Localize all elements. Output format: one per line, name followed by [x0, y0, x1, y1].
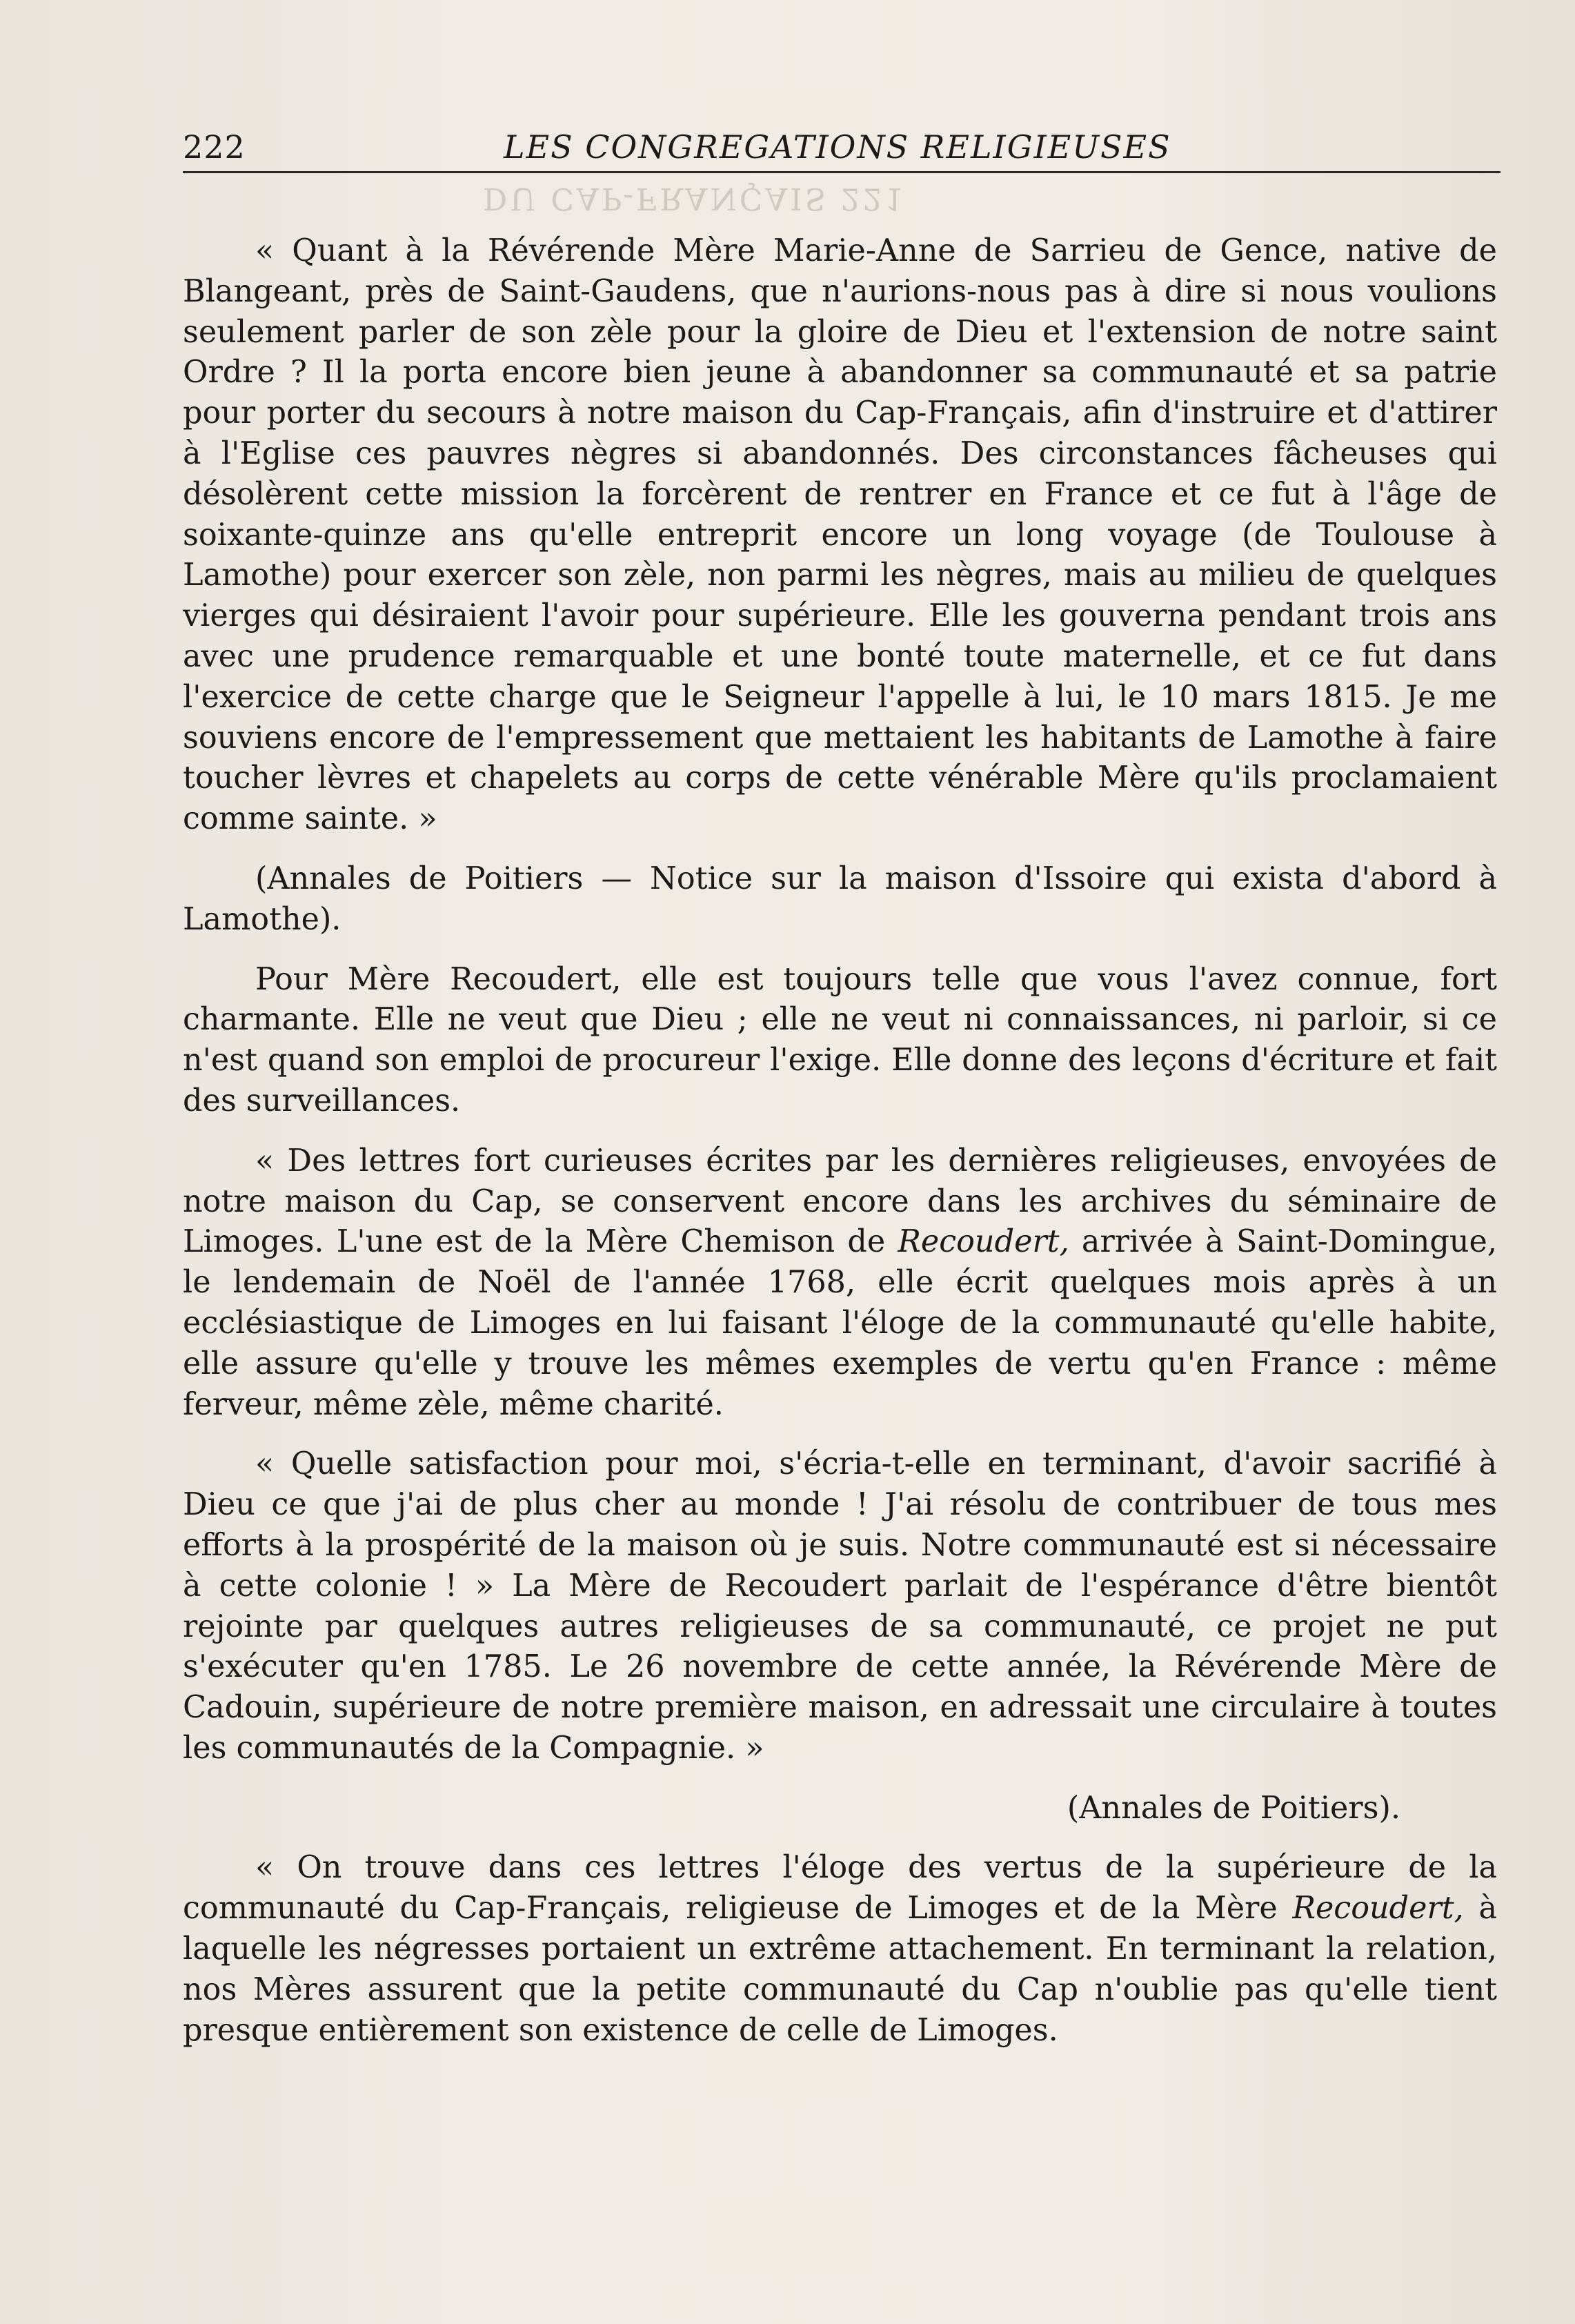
page-header — [183, 123, 1500, 178]
bleed-through-title: DU CAP-FRANÇAIS 221 — [483, 181, 907, 216]
paragraph-quote-sarrieu: « Quant à la Révérende Mère Marie-Anne de Sarrieu de Gence, native de Blangeant, près de Saint-Gaudens, que n'aurions-nous pas à dire si nous voulions seulement parler de son zèle pour la gloire de Dieu et l'extension de notre saint Ordre ? Il la porta encore bien jeune à abandonner sa communauté et sa patrie pour porter du secours à notre maison du Cap-Français, afin d'instruire et d'attirer à l'Eglise ces pauvres nègres si abandonnés. Des circonstances fâcheuses qui désolèrent cette mission la forcèrent de rentrer en France et ce fut à l'âge de soixante-quinze ans qu'elle entreprit encore un long voyage (de Toulouse à Lamothe) pour exercer son zèle, non parmi les nègres, mais au milieu de quelques vierges qui désiraient l'avoir pour supérieure. Elle les gouverna pendant trois ans avec une prudence remarquable et une bonté toute maternelle, et ce fut dans l'exercice de cette charge que le Seigneur l'appelle à lui, le 10 mars 1815. Je me souviens encore de l'empressement que mettaient les habitants de Lamothe à faire toucher lèvres et chapelets au corps de cette vénérable Mère qu'ils proclamaient comme sainte. » — [183, 233, 1497, 837]
paragraph-on-trouve-start: « On trouve dans ces lettres l'éloge des vertus de la supérieure de la communauté du Cap-Français, religieuse de Limoges et de la Mère — [183, 1850, 1497, 1927]
citation-annales-poitiers: (Annales de Poitiers). — [1067, 1790, 1400, 1826]
page-number: 222 — [183, 128, 246, 166]
page-body — [183, 231, 1497, 2070]
paragraph-lettres-end: arrivée à Saint-Domingue, le lendemain de Noël de l'année 1768, elle écrit quelques mois après à un ecclésiastique de Limoges en lui faisant l'éloge de la communauté qu'elle habite, elle assure qu'elle y trouve les mêmes exemples de vertu qu'en France : même ferveur, même zèle, même charité. — [183, 1224, 1497, 1422]
running-title: LES CONGREGATIONS RELIGIEUSES — [504, 128, 1171, 166]
paragraph-mere-recoudert: Pour Mère Recoudert, elle est toujours telle que vous l'avez connue, fort charmante. Elle ne veut que Dieu ; elle ne veut ni connaissances, ni parloir, si ce n'est quand son emploi de procureur l'exige. Elle donne des leçons d'écriture et fait des surveillances. — [183, 961, 1497, 1119]
name-recoudert-italic: Recoudert, — [898, 1224, 1069, 1260]
paragraph-quelle-satisfaction: « Quelle satisfaction pour moi, s'écria-t-elle en terminant, d'avoir sacrifié à Dieu ce que j'ai de plus cher au monde ! J'ai résolu de contribuer de tous mes efforts à la prospérité de la maison où je suis. Notre communauté est si nécessaire à cette colonie ! » La Mère de Recoudert parlait de l'espérance d'être bientôt rejointe par quelques autres religieuses de sa communauté, ce projet ne put s'exécuter qu'en 1785. Le 26 novembre de cette année, la Révérende Mère de Cadouin, supérieure de notre première maison, en adressait une circulaire à toutes les communautés de la Compagnie. » — [183, 1446, 1497, 1766]
header-rule — [183, 171, 1500, 173]
paragraph-lettres-start: « Des lettres fort curieuses écrites par les dernières religieuses, envoyées de notre maison du Cap, se conservent encore dans les archives du séminaire de Limoges. L'une est de la Mère Chemison de — [183, 1143, 1497, 1260]
paragraph-on-trouve — [183, 1848, 1497, 2051]
name-recoudert-italic-2: Recoudert, — [1292, 1891, 1464, 1927]
paragraph-on-trouve-end: à laquelle les négresses portaient un extrême attachement. En terminant la relation, nos Mères assurent que la petite communauté du Cap n'oublie pas qu'elle tient presque entièrement son existence de celle de Limoges. — [183, 1891, 1497, 2048]
paragraph-lettres-limoges — [183, 1141, 1497, 1426]
citation-annales-issoire: (Annales de Poitiers — Notice sur la maison d'Issoire qui exista d'abord à Lamothe). — [183, 860, 1497, 937]
